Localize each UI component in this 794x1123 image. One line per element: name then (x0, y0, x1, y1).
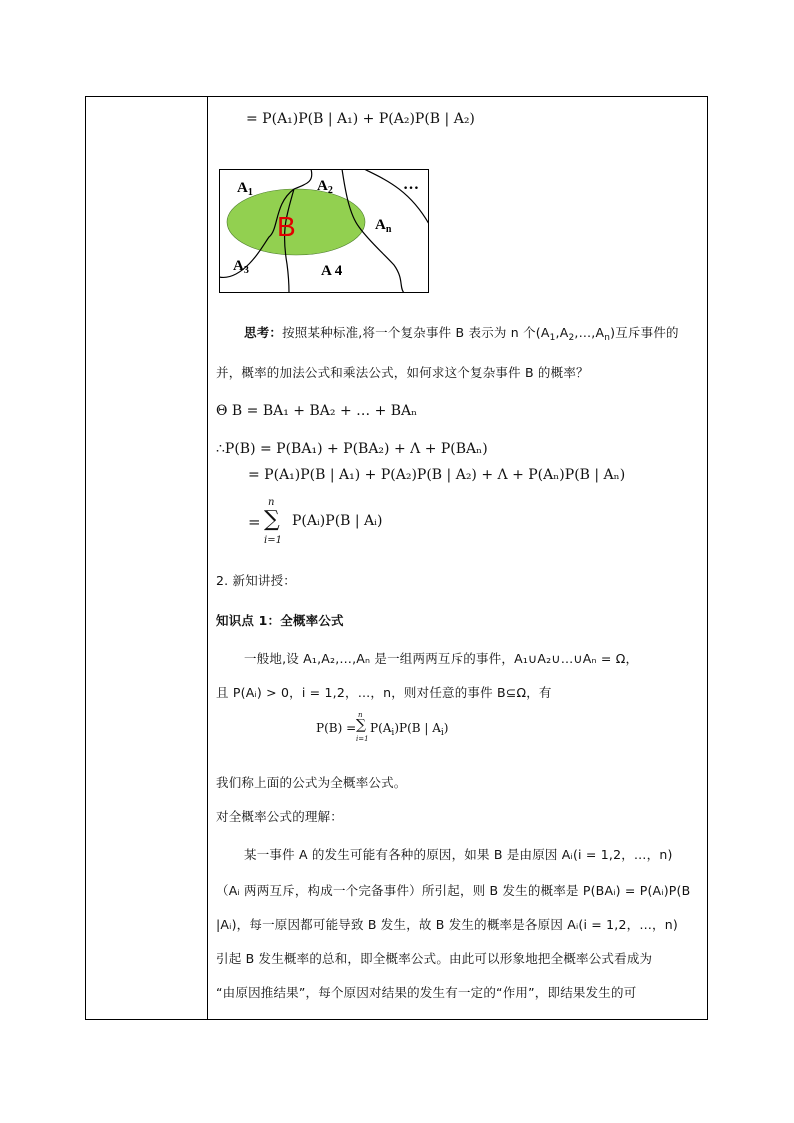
region-a4-label: A 4 (321, 263, 343, 279)
equation-e4: P(Aᵢ)P(B | Aᵢ) (292, 513, 383, 529)
equation-e2: ∴P(B) = P(BA₁) + P(BA₂) + Λ + P(BAₙ) (216, 441, 488, 457)
definition-line-1: 一般地,设 A₁,A₂,…,Aₙ 是一组两两互斥的事件，A₁∪A₂∪…∪Aₙ = Ω， (244, 651, 639, 666)
region-a2-label: $A_2$ (317, 178, 333, 196)
paragraph-line-3: |Aᵢ)，每一原因都可能导致 B 发生，故 B 发生的概率是各原因 Aᵢ(i = 1,2，…，n) (216, 917, 678, 932)
content-cell (216, 97, 701, 1019)
region-a3-label: $A_3$ (233, 258, 249, 276)
event-b-ellipse (227, 189, 365, 255)
knowledge-point-1: 知识点 1：全概率公式 (216, 613, 344, 628)
sum-equation: = n ∑ i=1 P(Aᵢ)P(B | Aᵢ) (248, 497, 383, 546)
paragraph-line-1: 某一事件 A 的发生可能有各种的原因，如果 B 是由原因 Aᵢ(i = 1,2，…，n) (244, 847, 673, 862)
equation-line-1: = P(A₁)P(B | A₁) + P(A₂)P(B | A₂) (246, 111, 475, 127)
table-divider (207, 97, 208, 1019)
ellipsis-label: … (403, 176, 419, 193)
equation-e3: = P(A₁)P(B | A₁) + P(A₂)P(B | A₂) + Λ + P(Aₙ)P(B | Aₙ) (248, 467, 626, 483)
understand-heading: 对全概率公式的理解： (216, 809, 344, 824)
think-text-1: 按照某种标准,将一个复杂事件 B 表示为 n 个(A (282, 325, 550, 340)
region-an-label: $A_n$ (375, 217, 392, 235)
definition-line-2: 且 P(Aᵢ) > 0，i = 1,2，…，n，则对任意的事件 B⊆Ω，有 (216, 685, 552, 700)
paragraph-line-2: （Aᵢ 两两互斥，构成一个完备事件）所引起，则 B 发生的概率是 P(BAᵢ) = P(Aᵢ)P(B (216, 883, 691, 898)
think-label: 思考： (244, 325, 283, 340)
event-b-label: B (277, 211, 296, 242)
section-2-heading: 2. 新知讲授： (216, 573, 296, 588)
paragraph-line-4: 引起 B 发生概率的总和，即全概率公式。由此可以形象地把全概率公式看成为 (216, 951, 653, 966)
region-a1-label: $A_1$ (237, 180, 253, 198)
paragraph-line-5: “由原因推结果”，每个原因对结果的发生有一定的“作用”，即结果发生的可 (216, 985, 637, 1000)
total-probability-formula: P(B) = n ∑ i=1 $P(A_i)P(B$ | $A_i$) (316, 711, 449, 743)
venn-diagram (219, 169, 429, 293)
equation-e1: Θ B = BA₁ + BA₂ + … + BAₙ (216, 403, 418, 419)
think-text-1b: 互斥事件的 (615, 325, 679, 340)
called-line: 我们称上面的公式为全概率公式。 (216, 775, 407, 790)
think-line-1: 思考：按照某种标准,将一个复杂事件 B 表示为 n 个$(A_1,A_2,\dots,A_n)$互斥事件的 (244, 325, 679, 343)
think-line-2: 并，概率的加法公式和乘法公式，如何求这个复杂事件 B 的概率？ (216, 365, 589, 380)
table-frame (85, 96, 708, 1020)
